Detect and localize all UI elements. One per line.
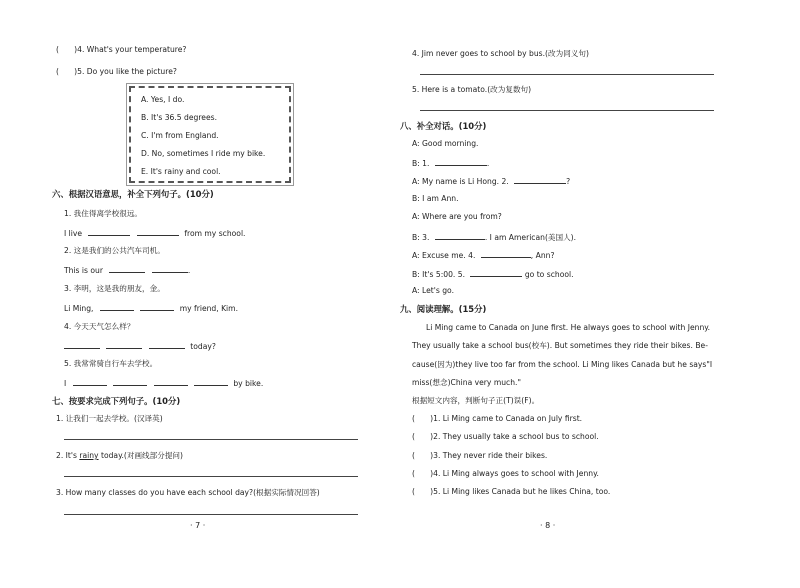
- tf-item-3: ( )3. They never ride their bikes.: [412, 451, 548, 460]
- answer-blank[interactable]: [100, 301, 134, 311]
- s6-q2-cn: 2. 这是我们的公共汽车司机。: [64, 246, 165, 255]
- r-question-5: 5. Here is a tomato.(改为复数句): [412, 85, 532, 94]
- answer-blank[interactable]: [435, 156, 490, 168]
- option-c: C. I'm from England.: [141, 131, 219, 140]
- s6-q2-answer-line: [64, 263, 190, 276]
- passage-line-4: miss(想念)China very much.": [412, 378, 521, 387]
- answer-blank[interactable]: [88, 226, 130, 236]
- dialog-text: A: Excuse me. 4.: [412, 251, 476, 260]
- answer-blank[interactable]: [514, 174, 566, 184]
- tf-item-5: ( )5. Li Ming likes Canada but he likes China, too.: [412, 487, 611, 496]
- section-8-heading: 八、补全对话。(10分): [400, 121, 487, 131]
- dialog-line-3: [412, 174, 570, 187]
- s6-q4-cn: 4. 今天天气怎么样？: [64, 322, 135, 331]
- tf-item-1: ( )1. Li Ming came to Canada on July first.: [412, 414, 583, 423]
- s6-q1-cn: 1. 我住得离学校很远。: [64, 209, 143, 218]
- option-e: E. It's rainy and cool.: [141, 167, 221, 176]
- answer-rule[interactable]: [64, 439, 358, 440]
- dialog-text: ?: [566, 177, 571, 186]
- s6-q3-cn: 3. 李明，这是我的朋友，金。: [64, 284, 165, 293]
- s6-q3-answer-line: [64, 301, 238, 314]
- answer-blank[interactable]: [435, 230, 485, 240]
- dialog-line-4: B: I am Ann.: [412, 194, 459, 203]
- question-4: ( )4. What's your temperature?: [56, 45, 187, 54]
- instruction: 根据短文内容，判断句子正(T)误(F)。: [412, 396, 540, 405]
- page-number-left: · 7 ·: [190, 521, 206, 530]
- section-7-heading: 七、按要求完成下列句子。(10分): [52, 396, 181, 406]
- answer-rule[interactable]: [420, 74, 714, 75]
- s7-q3: 3. How many classes do you have each school day?(根据实际情况回答): [56, 488, 320, 497]
- dialog-line-9: A: Let's go.: [412, 286, 454, 295]
- tf-item-4: ( )4. Li Ming always goes to school with Jenny.: [412, 469, 599, 478]
- answer-rule[interactable]: [420, 110, 714, 111]
- s6-q1-text-a: I live: [64, 229, 83, 238]
- s7-q2-post: today.(对画线部分提问): [100, 451, 183, 460]
- s6-q5-text-b: by bike.: [233, 379, 264, 388]
- answer-blank[interactable]: [149, 339, 185, 349]
- answer-blank[interactable]: [109, 263, 145, 273]
- passage-line-1: Li Ming came to Canada on June first. He always goes to school with Jenny.: [426, 323, 711, 332]
- dialog-text: B: 3.: [412, 233, 430, 242]
- dialog-line-8: [412, 267, 574, 280]
- option-b: B. It's 36.5 degrees.: [141, 113, 218, 122]
- tf-item-2: ( )2. They usually take a school bus to school.: [412, 432, 599, 441]
- s7-q2-pre: 2. It's: [56, 451, 77, 460]
- answer-blank[interactable]: [137, 226, 179, 236]
- s7-q2-underlined: rainy: [79, 451, 99, 460]
- dialog-line-6: [412, 230, 576, 243]
- option-a: A. Yes, I do.: [141, 95, 185, 104]
- question-5: ( )5. Do you like the picture?: [56, 67, 177, 76]
- answer-blank[interactable]: [194, 376, 228, 386]
- s6-q5-cn: 5. 我常常骑自行车去学校。: [64, 359, 158, 368]
- s6-q1-answer-line: [64, 226, 245, 239]
- passage-line-2: They usually take a school bus(校车). But sometimes they ride their bikes. Be-: [412, 341, 708, 350]
- s7-q2: [56, 450, 183, 461]
- answer-rule[interactable]: [64, 514, 358, 515]
- answer-blank[interactable]: [106, 339, 142, 349]
- s6-q4-text-b: today?: [190, 342, 216, 351]
- dialog-text: , Ann?: [530, 251, 555, 260]
- s6-q3-text-a: Li Ming,: [64, 304, 94, 313]
- answer-blank[interactable]: [470, 267, 522, 277]
- dialog-text: B: 1.: [412, 159, 430, 168]
- answer-blank[interactable]: [481, 248, 531, 258]
- s6-q2-text-b: .: [187, 266, 191, 275]
- section-6-heading: 六、根据汉语意思，补全下列句子。(10分): [52, 189, 214, 199]
- s6-q1-text-b: from my school.: [184, 229, 246, 238]
- dialog-line-2: [412, 156, 489, 169]
- dialog-line-7: [412, 248, 554, 261]
- answer-blank[interactable]: [152, 263, 191, 275]
- answer-blank[interactable]: [140, 301, 174, 311]
- answer-blank[interactable]: [113, 376, 147, 386]
- dialog-text: .: [486, 159, 490, 168]
- options-box: [129, 86, 291, 183]
- answer-blank[interactable]: [73, 376, 107, 386]
- s6-q5-answer-line: [64, 376, 263, 389]
- page-number-right: · 8 ·: [540, 521, 556, 530]
- r-question-4: 4. Jim never goes to school by bus.(改为同义句): [412, 49, 589, 58]
- option-d: D. No, sometimes I ride my bike.: [141, 149, 266, 158]
- dialog-text: A: My name is Li Hong. 2.: [412, 177, 509, 186]
- dialog-line-5: A: Where are you from?: [412, 212, 502, 221]
- section-9-heading: 九、阅读理解。(15分): [400, 304, 487, 314]
- s6-q5-text-a: I: [64, 379, 67, 388]
- s7-q1: 1. 让我们一起去学校。(汉译英): [56, 414, 163, 423]
- dialog-text: . I am American(美国人).: [484, 233, 577, 242]
- passage-line-3: cause(因为)they live too far from the school. Li Ming likes Canada but he says"I: [412, 360, 713, 369]
- dialog-text: go to school.: [524, 270, 574, 279]
- dialog-line-1: A: Good morning.: [412, 139, 479, 148]
- dialog-text: B: It's 5:00. 5.: [412, 270, 465, 279]
- s6-q2-text-a: This is our: [64, 266, 103, 275]
- answer-blank[interactable]: [154, 376, 188, 386]
- s6-q3-text-b: my friend, Kim.: [179, 304, 238, 313]
- s6-q4-answer-line: [64, 339, 216, 352]
- answer-rule[interactable]: [64, 476, 358, 477]
- answer-blank[interactable]: [64, 339, 100, 349]
